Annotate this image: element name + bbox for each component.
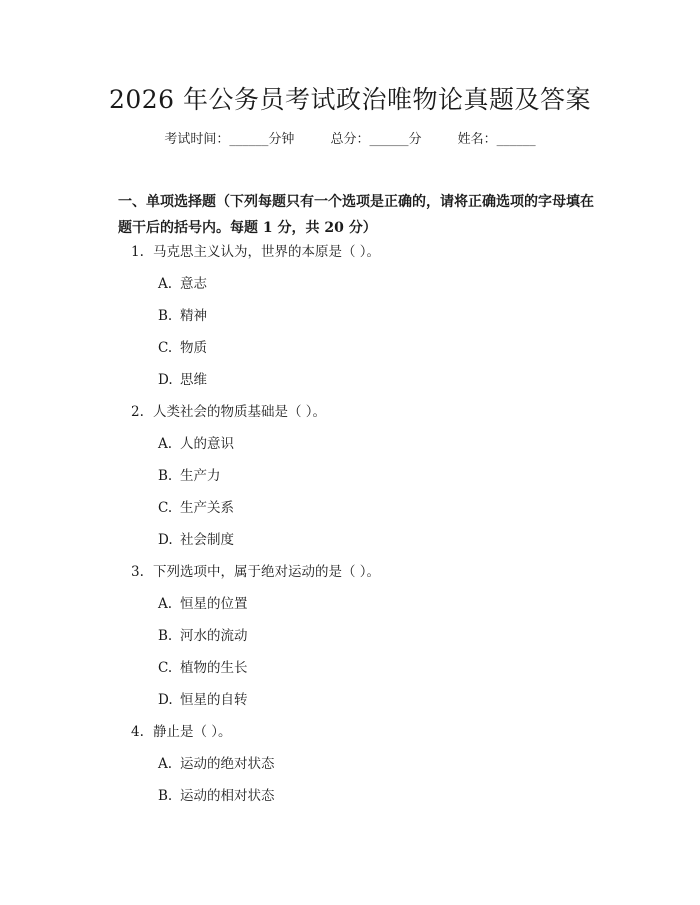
option-letter: B. xyxy=(158,468,173,484)
question-number: 2. xyxy=(131,404,144,420)
option-text: 思维 xyxy=(180,372,207,388)
option-letter: C. xyxy=(158,340,173,356)
section-heading: 一、单项选择题（下列每题只有一个选项是正确的，请将正确选项的字母填在题干后的括号内。每题 1 分，共 20 分） xyxy=(118,194,594,236)
option-2d xyxy=(158,530,234,550)
exam-meta xyxy=(0,130,700,150)
option-text: 运动的相对状态 xyxy=(180,788,275,804)
exam-score: 总分：______分 xyxy=(330,132,422,147)
option-text: 物质 xyxy=(180,340,207,356)
question-stem: 下列选项中，属于绝对运动的是（ ）。 xyxy=(153,564,381,580)
exam-time: 考试时间：______分钟 xyxy=(164,132,295,147)
option-2c xyxy=(158,498,234,518)
question-number: 1. xyxy=(131,244,144,260)
option-text: 运动的绝对状态 xyxy=(180,756,275,772)
option-3b xyxy=(158,626,248,646)
option-text: 河水的流动 xyxy=(180,628,248,644)
option-2a xyxy=(158,434,234,454)
question-4 xyxy=(131,722,232,742)
option-letter: A. xyxy=(158,756,173,772)
option-letter: A. xyxy=(158,436,173,452)
option-text: 恒星的位置 xyxy=(180,596,248,612)
question-1 xyxy=(131,242,380,262)
option-text: 人的意识 xyxy=(180,436,234,452)
option-2b xyxy=(158,466,221,486)
option-1c xyxy=(158,338,207,358)
option-text: 生产关系 xyxy=(180,500,234,516)
question-2 xyxy=(131,402,326,422)
option-letter: B. xyxy=(158,628,173,644)
option-text: 植物的生长 xyxy=(180,660,248,676)
option-1a xyxy=(158,274,207,294)
option-text: 社会制度 xyxy=(180,532,234,548)
option-4a xyxy=(158,754,275,774)
question-number: 4. xyxy=(131,724,144,740)
option-letter: D. xyxy=(158,372,173,388)
option-letter: B. xyxy=(158,788,173,804)
option-text: 意志 xyxy=(180,276,207,292)
question-number: 3. xyxy=(131,564,144,580)
option-1d xyxy=(158,370,207,390)
exam-name: 姓名：______ xyxy=(457,132,536,147)
option-letter: D. xyxy=(158,532,173,548)
option-text: 精神 xyxy=(180,308,207,324)
question-3 xyxy=(131,562,380,582)
question-stem: 马克思主义认为，世界的本原是（ ）。 xyxy=(153,244,381,260)
option-4b xyxy=(158,786,275,806)
option-text: 生产力 xyxy=(180,468,221,484)
option-3a xyxy=(158,594,248,614)
question-stem: 人类社会的物质基础是（ ）。 xyxy=(153,404,327,420)
option-text: 恒星的自转 xyxy=(180,692,248,708)
option-letter: A. xyxy=(158,276,173,292)
option-letter: A. xyxy=(158,596,173,612)
option-letter: D. xyxy=(158,692,173,708)
question-stem: 静止是（ ）。 xyxy=(153,724,232,740)
option-letter: B. xyxy=(158,308,173,324)
option-3d xyxy=(158,690,248,710)
option-letter: C. xyxy=(158,500,173,516)
page-title: 2026 年公务员考试政治唯物论真题及答案 xyxy=(108,85,592,114)
option-1b xyxy=(158,306,207,326)
option-letter: C. xyxy=(158,660,173,676)
option-3c xyxy=(158,658,248,678)
